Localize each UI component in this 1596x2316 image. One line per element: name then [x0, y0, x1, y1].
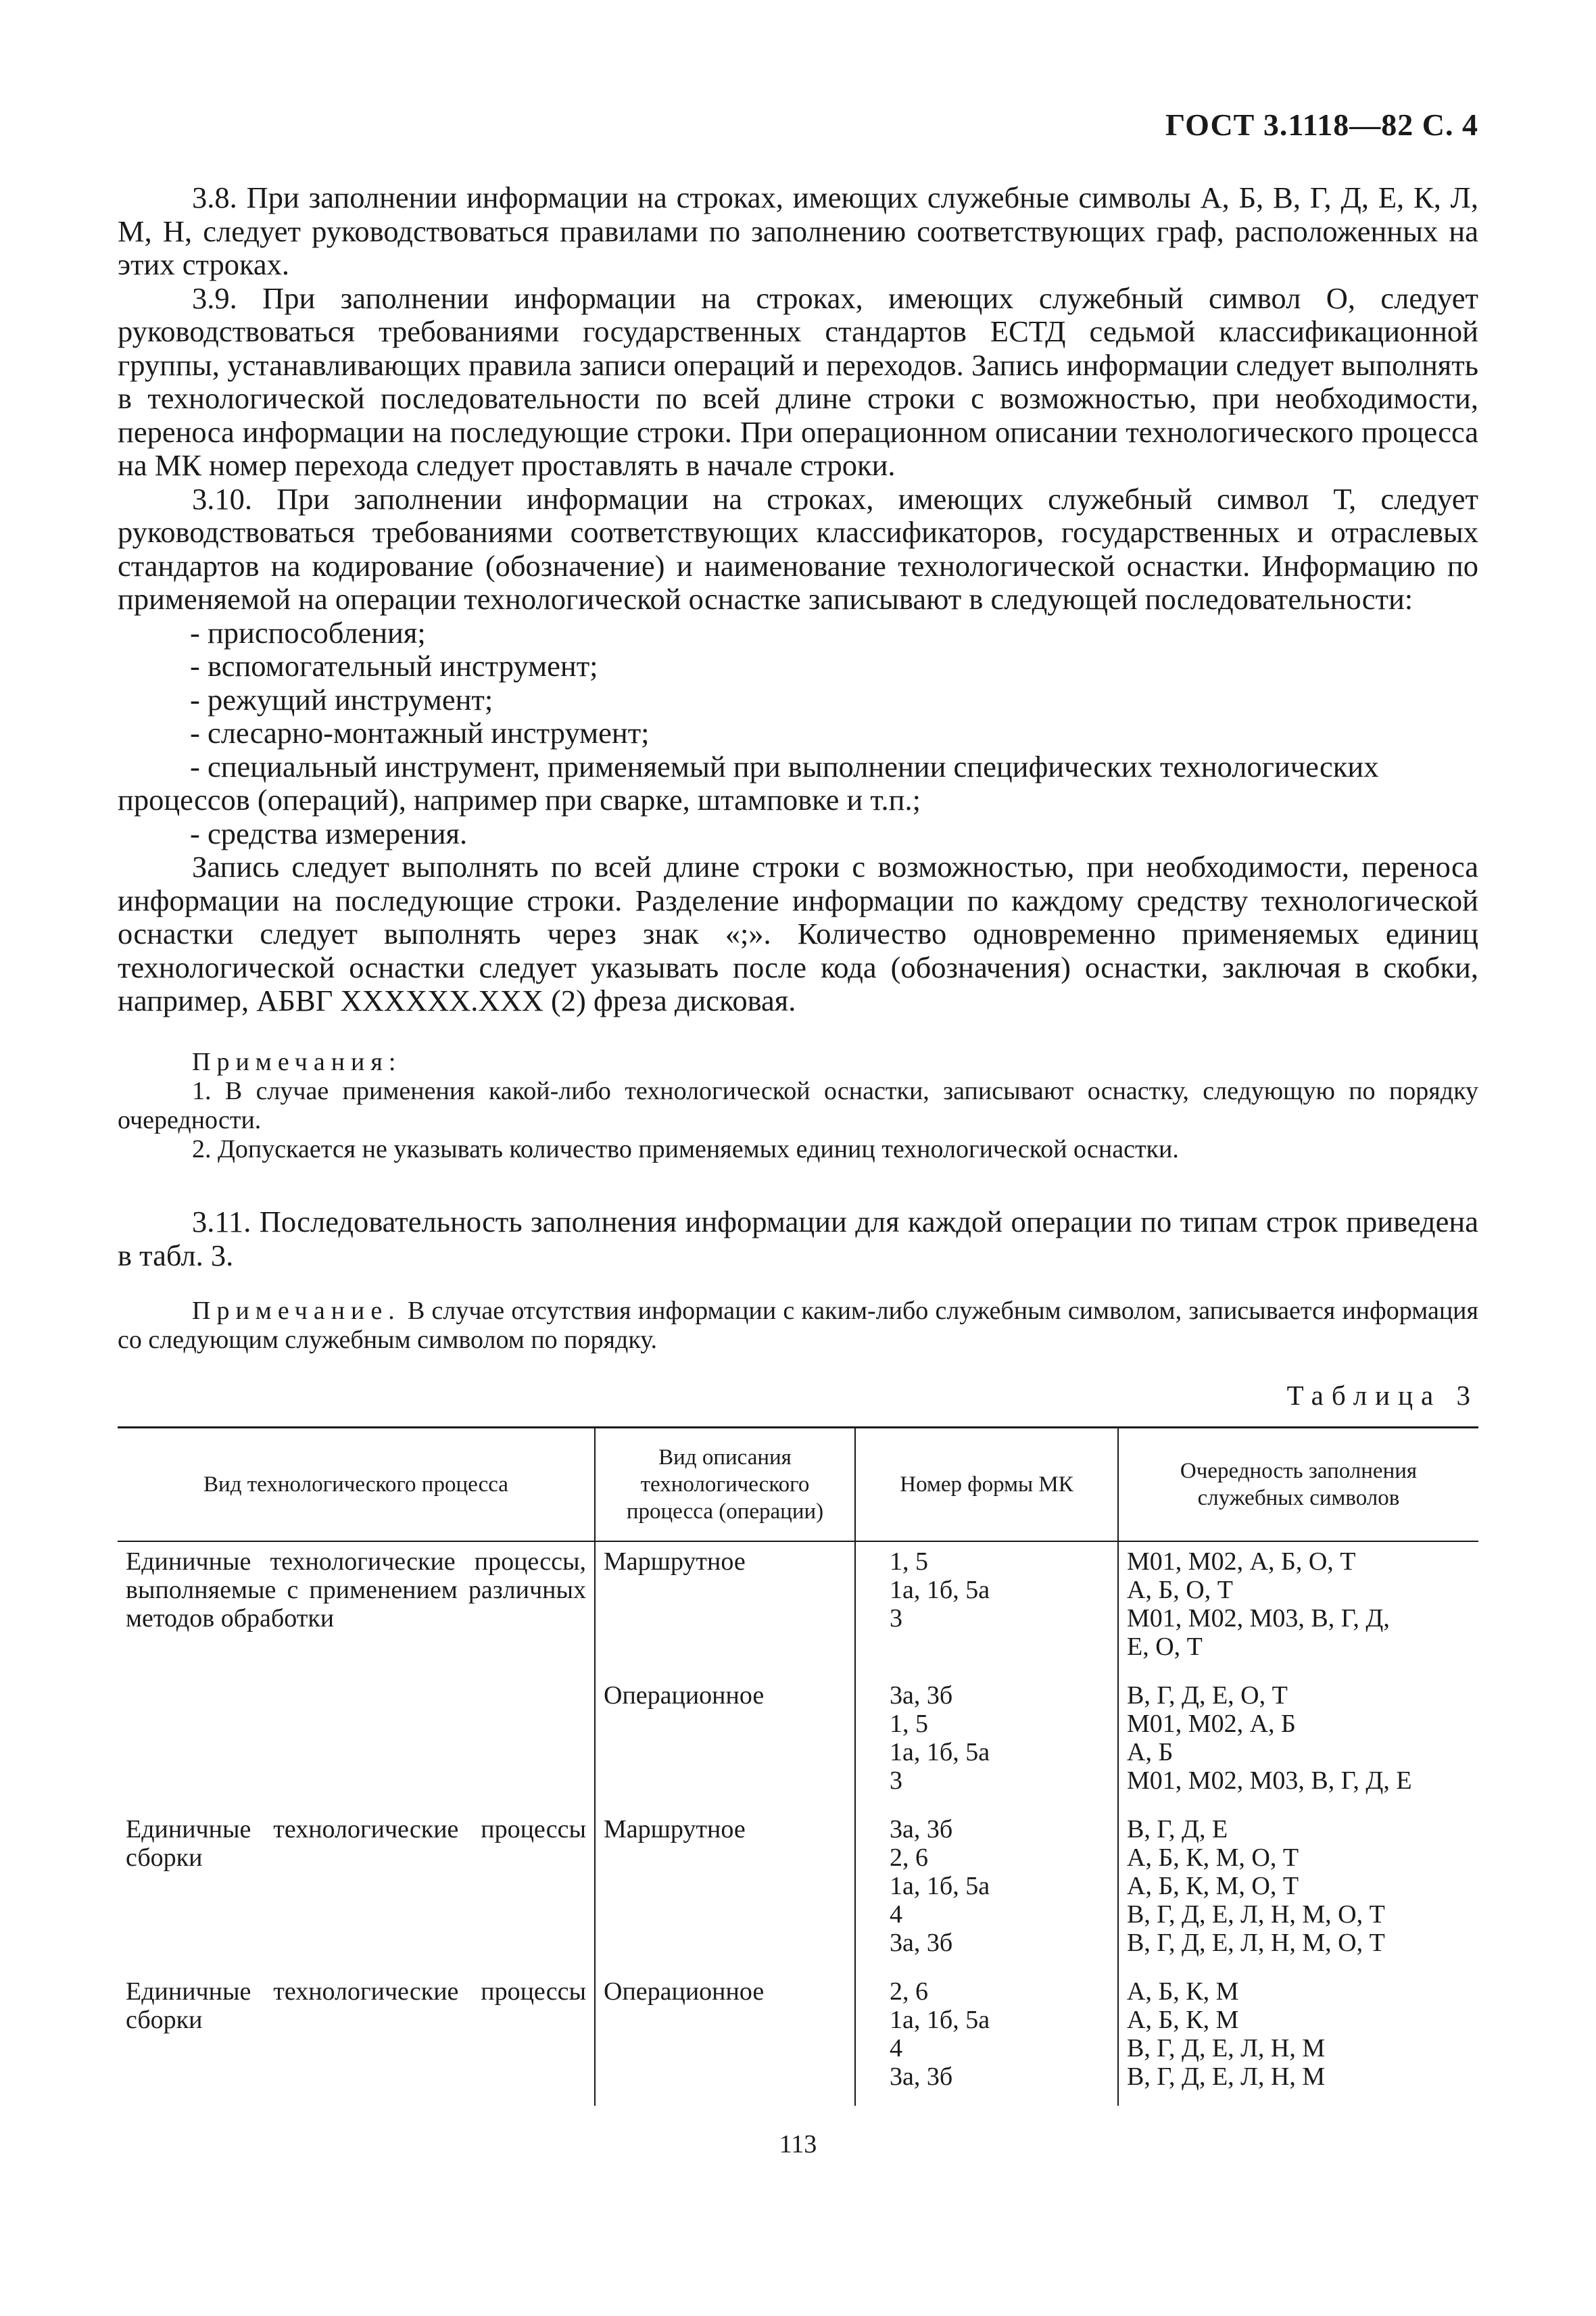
note-block-2: [118, 1297, 1478, 1355]
table-header-row: [118, 1428, 1478, 1542]
paragraph-3-11-block: [118, 1205, 1478, 1272]
symbol-order: В, Г, Д, Е, О, Т: [1127, 1681, 1288, 1710]
symbol-order: В, Г, Д, Е, Л, Н, М: [1127, 2062, 1326, 2091]
symbol-order: В, Г, Д, Е, Л, Н, М, О, Т: [1127, 1929, 1385, 1957]
table-cell-order: [1118, 1972, 1478, 2106]
table-cell-order: [1118, 1676, 1478, 1810]
form-number: 2, 6: [890, 1843, 928, 1872]
form-number: 3а, 3б: [890, 2062, 953, 2091]
page-header: ГОСТ 3.1118—82 С. 4: [1165, 107, 1478, 142]
note-title: Примечание.: [192, 1297, 401, 1325]
notes-title: Примечания:: [192, 1048, 402, 1076]
table-caption: Таблица 3: [1286, 1380, 1478, 1411]
form-number: 4: [890, 1900, 902, 1929]
form-number: 1, 5: [890, 1547, 928, 1576]
page-number: 113: [779, 2130, 817, 2158]
symbol-order: В, Г, Д, Е, Л, Н, М: [1127, 2034, 1326, 2062]
list-item-continuation: процессов (операций), например при сварке, штамповке и т.п.;: [118, 783, 921, 817]
paragraph-3-9: 3.9. При заполнении информации на строках, имеющих служебный символ О, следует руководствоваться требованиями государственных стандартов ЕСТД седьмой классификационной группы, устанавливающих правила записи операций и переходов. Запись информации следует выполнять в технологической последовательности по всей длине строки с возможностью, при необходимости, переноса информации на последующие строки. При операционном описании технологического процесса на МК номер перехода следует проставлять в начале строки.: [118, 281, 1478, 482]
symbol-order: А, Б, К, М: [1127, 1977, 1239, 2006]
form-number: 1а, 1б, 5а: [890, 1872, 990, 1900]
symbol-order: В, Г, Д, Е, Л, Н, М, О, Т: [1127, 1900, 1385, 1929]
symbol-order: А, Б, О, Т: [1127, 1576, 1233, 1604]
table-cell-process: Единичные технологические процессы сборки: [126, 1815, 586, 1872]
table-cell-order: [1118, 1810, 1478, 1972]
symbol-order: А, Б, К, М, О, Т: [1127, 1872, 1299, 1900]
list-item: - специальный инструмент, применяемый при выполнении специфических технологических: [190, 749, 1379, 783]
table-row: [118, 1810, 1478, 1972]
form-number: 3а, 3б: [890, 1815, 953, 1843]
table-cell-forms: [855, 1972, 1118, 2106]
symbol-order: М01, М02, А, Б: [1127, 1710, 1296, 1738]
form-number: 1, 5: [890, 1710, 928, 1738]
form-number: 4: [890, 2034, 902, 2062]
table-3: [118, 1426, 1478, 2106]
form-number: 3а, 3б: [890, 1929, 953, 1957]
table-row: [118, 1541, 1478, 1676]
note-1: 1. В случае применения какой-либо технологической оснастки, записывают оснастку, следующую по порядку очередности.: [118, 1077, 1478, 1134]
paragraph-3-11: 3.11. Последовательность заполнения информации для каждой операции по типам строк приведена в табл. 3.: [118, 1205, 1478, 1272]
column-header: Вид технологического процесса: [118, 1428, 595, 1542]
note-2: 2. Допускается не указывать количество применяемых единиц технологической оснастки.: [192, 1135, 1179, 1163]
paragraph-3-10-continued: Запись следует выполнять по всей длине строки с возможностью, при необходимости, переноса информации на последующие строки. Разделение информации по каждому средству технологической оснастки следует выполнять через знак «;». Количество одновременно применяемых единиц технологической оснастки следует указывать после кода (обозначения) оснастки, заключая в скобки, например, АБВГ XXXXXX.XXX (2) фреза дисковая.: [118, 850, 1478, 1017]
symbol-order: М01, М02, М03, В, Г, Д, Е: [1127, 1766, 1412, 1795]
symbol-order: А, Б: [1127, 1738, 1174, 1766]
list-item: - вспомогательный инструмент;: [190, 649, 598, 683]
table-row: [118, 1972, 1478, 2106]
paragraph-3-10: 3.10. При заполнении информации на строках, имеющих служебный символ Т, следует руководствоваться требованиями соответствующих классификаторов, государственных и отраслевых стандартов на кодирование (обозначение) и наименование технологической оснастки. Информацию по применяемой на операции технологической оснастке записывают в следующей последовательности:: [118, 481, 1478, 616]
symbol-order: М01, М02, А, Б, О, Т: [1127, 1547, 1356, 1576]
table-cell-process: Единичные технологические процессы, выполняемые с применением различных методов обработки: [126, 1547, 586, 1633]
list-item: - слесарно-монтажный инструмент;: [190, 716, 650, 750]
column-header: Номер формы МК: [855, 1428, 1118, 1542]
table-cell-desc: Маршрутное: [595, 1810, 855, 1972]
column-header: Очередность заполнения служебных символов: [1118, 1428, 1478, 1542]
table-cell-order: [1118, 1541, 1478, 1676]
table-cell-desc: Операционное: [595, 1972, 855, 2106]
table-cell-process: [118, 1676, 595, 1810]
notes-block: [118, 1048, 1478, 1164]
symbol-order: М01, М02, М03, В, Г, Д,: [1127, 1604, 1390, 1633]
main-text: [118, 181, 1478, 1018]
form-number: 2, 6: [890, 1977, 928, 2006]
form-number: 1а, 1б, 5а: [890, 1576, 990, 1604]
symbol-order: В, Г, Д, Е: [1127, 1815, 1228, 1843]
form-number: 3а, 3б: [890, 1681, 953, 1710]
form-number: 1а, 1б, 5а: [890, 1738, 990, 1766]
list-item: - средства измерения.: [190, 816, 468, 850]
list-item: - режущий инструмент;: [190, 682, 493, 717]
table-cell-forms: [855, 1676, 1118, 1810]
table-cell-desc: Маршрутное: [595, 1541, 855, 1676]
table-cell-forms: [855, 1810, 1118, 1972]
table-cell-desc: Операционное: [595, 1676, 855, 1810]
form-number: 3: [890, 1766, 902, 1795]
symbol-order: А, Б, К, М: [1127, 2006, 1239, 2034]
form-number: 1а, 1б, 5а: [890, 2006, 990, 2034]
table-cell-forms: [855, 1541, 1118, 1676]
table-cell-process: Единичные технологические процессы сборки: [126, 1977, 586, 2034]
note-text: В случае отсутствия информации с каким-либо служебным символом, записывается информация со следующим служебным символом по порядку.: [118, 1297, 1478, 1354]
form-number: 3: [890, 1604, 902, 1633]
column-header: Вид описания технологического процесса (операции): [595, 1428, 855, 1542]
paragraph-3-8: 3.8. При заполнении информации на строках, имеющих служебные символы А, Б, В, Г, Д, Е, К, Л, М, Н, следует руководствоваться правилами по заполнению соответствующих граф, расположенных на этих строках.: [118, 180, 1478, 281]
list-item: - приспособления;: [190, 615, 426, 650]
symbol-order: Е, О, Т: [1127, 1633, 1203, 1661]
symbol-order: А, Б, К, М, О, Т: [1127, 1843, 1299, 1872]
table-row: [118, 1676, 1478, 1810]
